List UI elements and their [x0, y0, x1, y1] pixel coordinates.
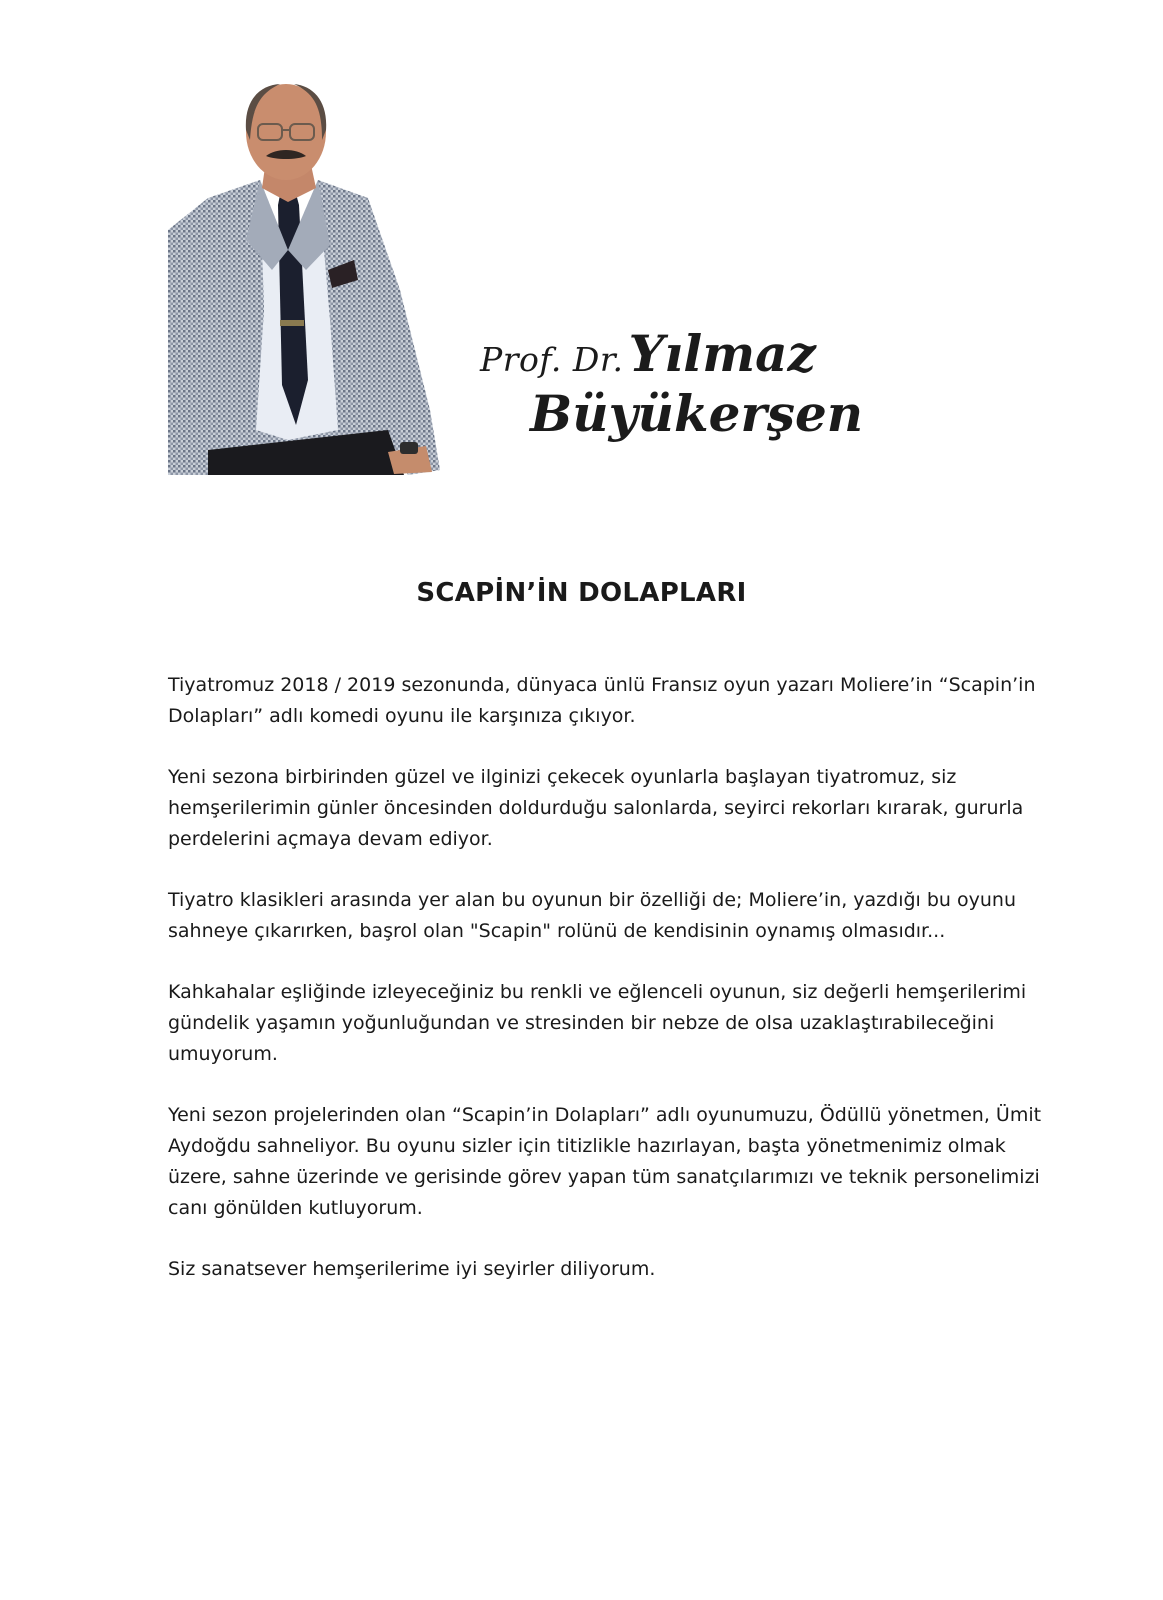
- article-body: [168, 670, 1058, 1315]
- paragraph: Tiyatro klasikleri arasında yer alan bu oyunun bir özelliği de; Moliere’in, yazdığı bu oyunu sahneye çıkarırken, başrol olan "Scapin" rolünü de kendisinin oynamış olmasıdır...: [168, 889, 1016, 942]
- paragraph: Kahkahalar eşliğinde izleyeceğiniz bu renkli ve eğlenceli oyunun, siz değerli hemşerilerimi gündelik yaşamın yoğunluğundan ve stresinden bir nebze de olsa uzaklaştırabileceğini umuyorum.: [168, 981, 1027, 1065]
- paragraph: Tiyatromuz 2018 / 2019 sezonunda, dünyaca ünlü Fransız oyun yazarı Moliere’in “Scapin’in Dolapları” adlı komedi oyunu ile karşınıza çıkıyor.: [168, 674, 1036, 727]
- signature: [480, 318, 864, 458]
- signature-last-name: Büyükerşen: [530, 384, 864, 443]
- article-title: SCAPİN’İN DOLAPLARI: [416, 578, 747, 608]
- paragraph: Yeni sezon projelerinden olan “Scapin’in Dolapları” adlı oyunumuzu, Ödüllü yönetmen, Ümit Aydoğdu sahneliyor. Bu oyunu sizler için titizlikle hazırlayan, başta yönetmenimiz olmak üzere, sahne üzerinde ve gerisinde görev yapan tüm sanatçılarımızı ve teknik personelimizi canı gönülden kutluyorum.: [168, 1104, 1042, 1219]
- paragraph: Siz sanatsever hemşerilerime iyi seyirler diliyorum.: [168, 1258, 656, 1280]
- signature-title: Prof. Dr.: [480, 340, 624, 379]
- paragraph: Yeni sezona birbirinden güzel ve ilginizi çekecek oyunlarla başlayan tiyatromuz, siz hemşerilerimin günler öncesinden doldurduğu salonlarda, seyirci rekorları kırarak, gururla perdelerini açmaya devam ediyor.: [168, 766, 1024, 850]
- portrait-photo: [168, 80, 440, 485]
- signature-first-name: Yılmaz: [628, 324, 816, 383]
